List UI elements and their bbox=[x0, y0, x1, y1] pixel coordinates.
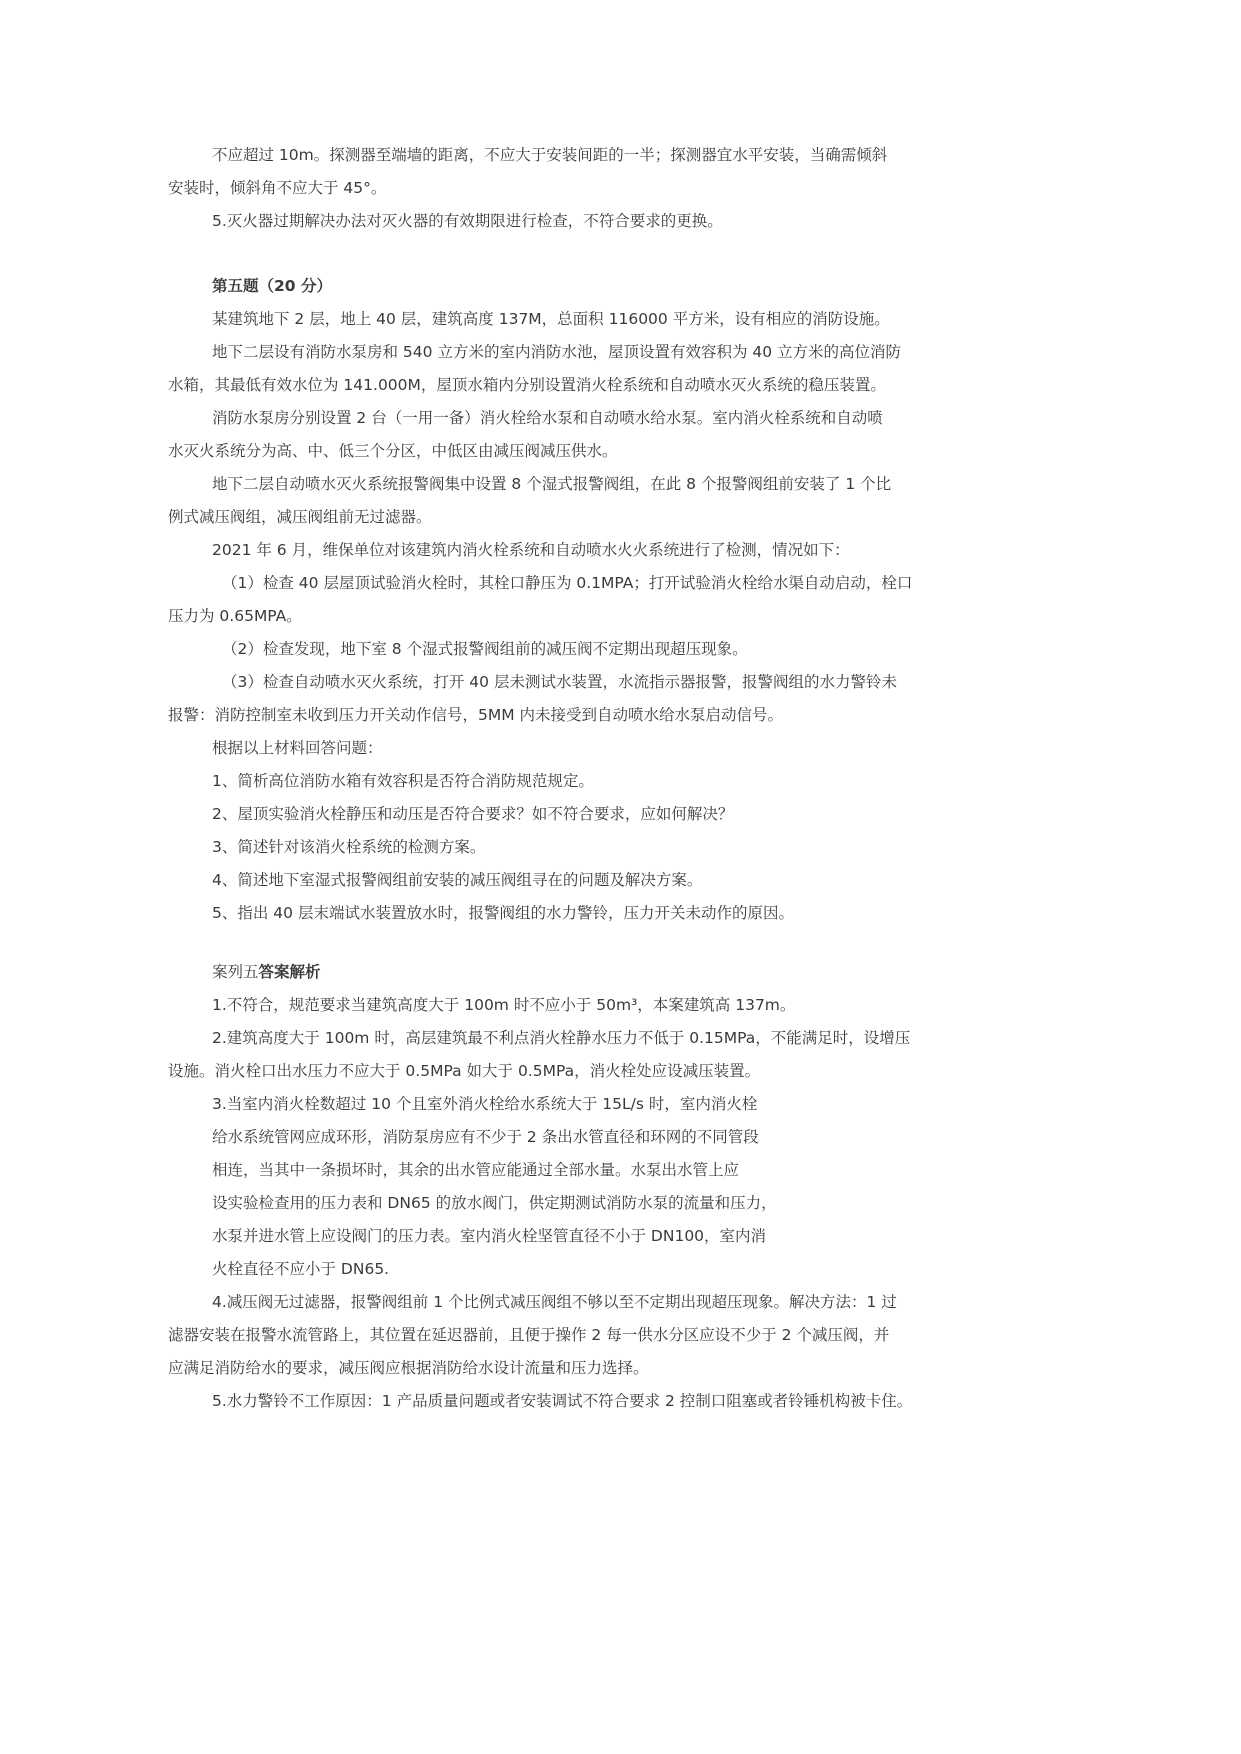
answer-line: 1.不符合，规范要求当建筑高度大于 100m 时不应小于 50m³，本案建筑高 137m。 bbox=[212, 996, 796, 1014]
text-line: 不应超过 10m。探测器至端墙的距离，不应大于安装间距的一半；探测器宜水平安装，当确需倾斜 bbox=[212, 146, 888, 164]
text-line: 2021 年 6 月，维保单位对该建筑内消火栓系统和自动喷水火火系统进行了检测，情况如下： bbox=[212, 541, 850, 559]
question-item: 1、简析高位消防水箱有效容积是否符合消防规范规定。 bbox=[212, 772, 594, 790]
answer-line: 相连，当其中一条损坏时，其余的出水管应能通过全部水量。水泵出水管上应 bbox=[212, 1161, 740, 1179]
text-line: （3）检查自动喷水灭火系统，打开 40 层未测试水装置，水流指示器报警，报警阀组的水力警铃未 bbox=[222, 673, 897, 691]
text-line: 水箱，其最低有效水位为 141.000M，屋顶水箱内分别设置消火栓系统和自动喷水灭火系统的稳压装置。 bbox=[168, 376, 886, 394]
text-line: 5.灭火器过期解决办法对灭火器的有效期限进行检查，不符合要求的更换。 bbox=[212, 212, 723, 230]
answer-line: 设施。消火栓口出水压力不应大于 0.5MPa 如大于 0.5MPa，消火栓处应设减压装置。 bbox=[168, 1062, 761, 1080]
text-line: 例式减压阀组，减压阀组前无过滤器。 bbox=[168, 508, 432, 526]
answer-line: 应满足消防给水的要求，减压阀应根据消防给水设计流量和压力选择。 bbox=[168, 1359, 649, 1377]
question-item: 3、简述针对该消火栓系统的检测方案。 bbox=[212, 838, 486, 856]
text-line: 根据以上材料回答问题： bbox=[212, 739, 383, 757]
text-line: 安装时，倾斜角不应大于 45°。 bbox=[168, 179, 387, 197]
section-title: 第五题（20 分） bbox=[212, 277, 332, 295]
question-item: 2、屋顶实验消火栓静压和动压是否符合要求？如不符合要求，应如何解决？ bbox=[212, 805, 734, 823]
text-line: 某建筑地下 2 层，地上 40 层，建筑高度 137M，总面积 116000 平方米，设有相应的消防设施。 bbox=[212, 310, 890, 328]
document-page bbox=[0, 139, 1241, 1418]
answer-title-prefix: 案列五 bbox=[212, 963, 259, 981]
answer-line: 滤器安装在报警水流管路上，其位置在延迟器前，且便于操作 2 每一供水分区应设不少于 2 个减压阀，并 bbox=[168, 1326, 890, 1344]
answer-line: 火栓直径不应小于 DN65. bbox=[212, 1260, 390, 1278]
answer-line: 设实验检查用的压力表和 DN65 的放水阀门，供定期测试消防水泵的流量和压力， bbox=[212, 1194, 777, 1212]
answer-line: 水泵并进水管上应设阀门的压力表。室内消火栓坚管直径不小于 DN100，室内消 bbox=[212, 1227, 767, 1245]
text-line: 水灭火系统分为高、中、低三个分区，中低区由减压阀减压供水。 bbox=[168, 442, 618, 460]
answer-line: 给水系统管网应成环形，消防泵房应有不少于 2 条出水管直径和环网的不同管段 bbox=[212, 1128, 759, 1146]
text-line: （1）检查 40 层屋顶试验消火栓时，其栓口静压为 0.1MPA；打开试验消火栓给水渠自动启动，栓口 bbox=[222, 574, 913, 592]
answer-title bbox=[0, 956, 1241, 989]
text-line: 压力为 0.65MPA。 bbox=[168, 607, 302, 625]
text-line: （2）检查发现，地下室 8 个湿式报警阀组前的减压阀不定期出现超压现象。 bbox=[222, 640, 748, 658]
text-line: 报警：消防控制室未收到压力开关动作信号，5MM 内未接受到自动喷水给水泵启动信号。 bbox=[168, 706, 784, 724]
question-item: 5、指出 40 层末端试水装置放水时，报警阀组的水力警铃，压力开关未动作的原因。 bbox=[212, 904, 794, 922]
text-line: 地下二层设有消防水泵房和 540 立方米的室内消防水池，屋顶设置有效容积为 40 立方米的高位消防 bbox=[212, 343, 902, 361]
answer-line: 5.水力警铃不工作原因：1 产品质量问题或者安装调试不符合要求 2 控制口阻塞或者铃锤机构被卡住。 bbox=[212, 1392, 913, 1410]
answer-line: 3.当室内消火栓数超过 10 个且室外消火栓给水系统大于 15L/s 时，室内消火栓 bbox=[212, 1095, 758, 1113]
answer-title-bold: 答案解析 bbox=[258, 963, 321, 981]
answer-line: 2.建筑高度大于 100m 时，高层建筑最不利点消火栓静水压力不低于 0.15MPa，不能满足时，设增压 bbox=[212, 1029, 911, 1047]
answer-line: 4.减压阀无过滤器，报警阀组前 1 个比例式减压阀组不够以至不定期出现超压现象。解决方法：1 过 bbox=[212, 1293, 897, 1311]
text-line: 地下二层自动喷水灭火系统报警阀集中设置 8 个湿式报警阀组，在此 8 个报警阀组前安装了 1 个比 bbox=[212, 475, 892, 493]
question-item: 4、简述地下室湿式报警阀组前安装的减压阀组寻在的问题及解决方案。 bbox=[212, 871, 703, 889]
text-line: 消防水泵房分别设置 2 台（一用一备）消火栓给水泵和自动喷水给水泵。室内消火栓系统和自动喷 bbox=[212, 409, 883, 427]
